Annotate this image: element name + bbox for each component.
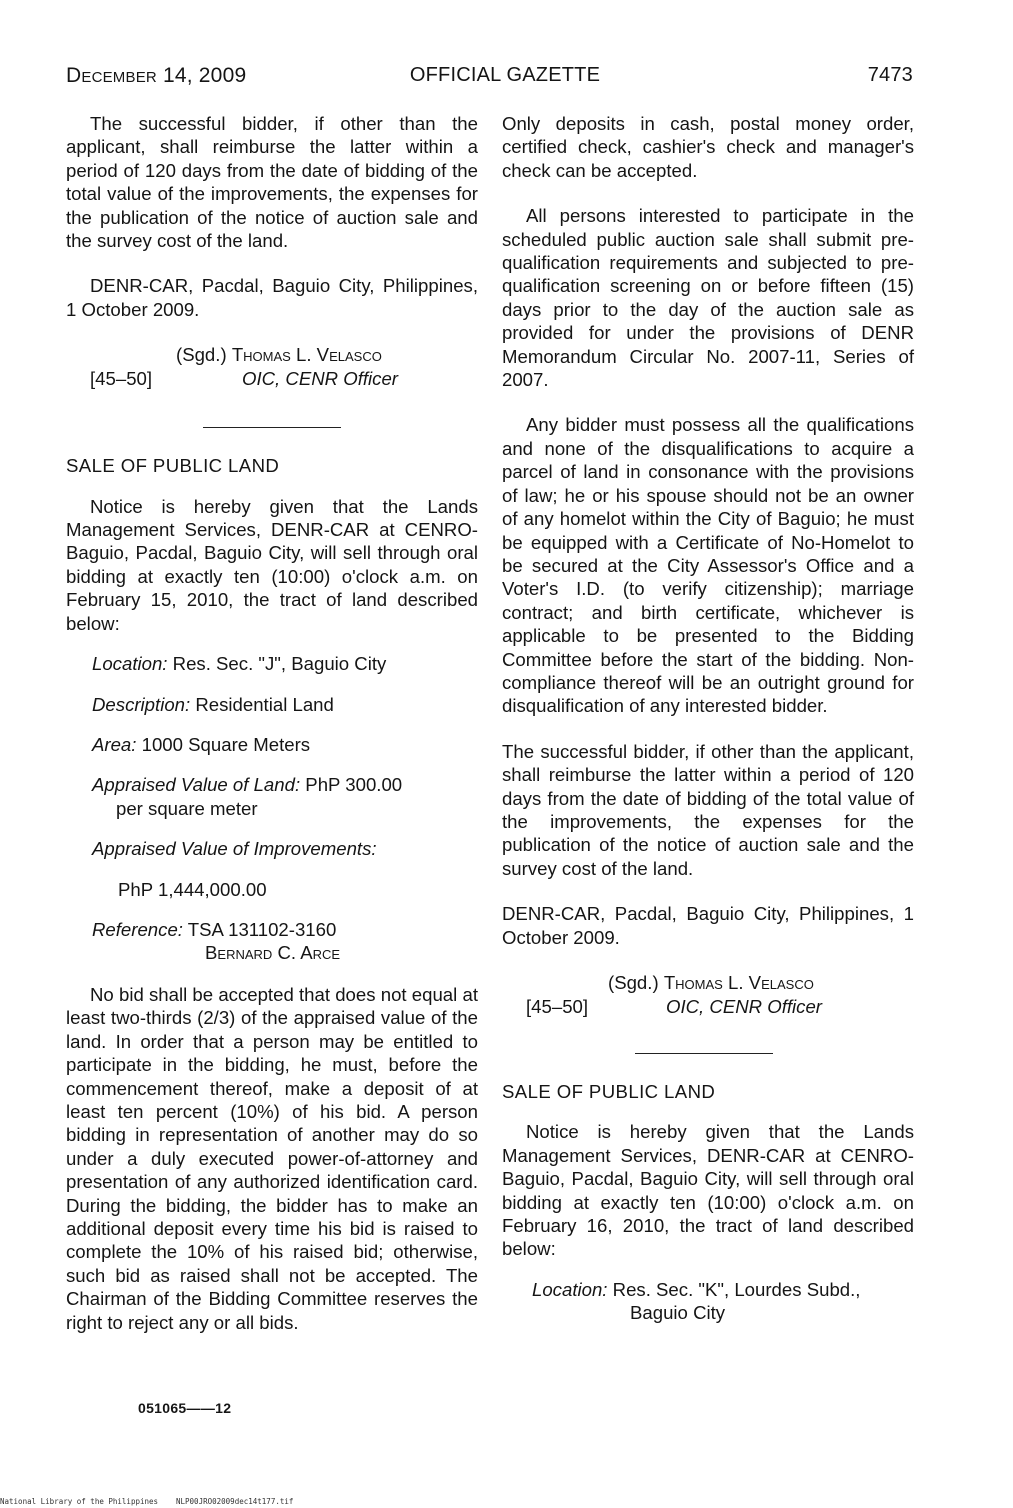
right-issue-number: [45–50] (526, 996, 589, 1017)
left-bid-paragraph: No bid shall be accepted that does not equal at least two-thirds (2/3) of the appraised value of the land. In order that a person may be entitled to participate in the bidding, he must, before the commencement thereof, make a deposit of at least ten percent (10%) of his bid. A person bidding in representation of another may do so under a duly executed power-of-attorney and presentation of any authorized identification card. During the bidding, the bidder has to make an additional deposit every time his bid is raised to complete the 10% of his raised bid; otherwise, such bid as raised shall not be accepted. The Chairman of the Bidding Committee reserves the right to reject any or all bids. (66, 983, 478, 1333)
left-section-title: SALE OF PUBLIC LAND (66, 455, 280, 477)
right-signature-block (502, 971, 914, 1019)
left-appraised-land: Appraised Value of Land: PhP 300.00 per square meter (92, 774, 403, 819)
left-notice-paragraph: Notice is hereby given that the Lands Management Services, DENR-CAR at CENRO-Baguio, Pacdal, Baguio City, will sell through oral bidding at exactly ten (10:00) o'clock a.m. on February 15, 2010, the tract of land described below: (66, 495, 478, 634)
right-place-date: DENR-CAR, Pacdal, Baguio City, Philippines, 1 October 2009. (502, 903, 914, 948)
left-location: Location: Res. Sec. "J", Baguio City (92, 653, 387, 675)
left-reference: Reference: TSA 131102-3160 Bernard C. Arce (92, 918, 341, 963)
header-date: December 14, 2009 (66, 64, 247, 87)
left-description: Description: Residential Land (92, 693, 334, 715)
left-signature-block (66, 343, 478, 391)
left-signatory: (Sgd.) Thomas L. Velasco (176, 344, 382, 366)
scan-file-name: NLP00JRO02009dec14t177.tif (176, 1497, 294, 1506)
scan-library-stamp: National Library of the Philippines (0, 1497, 159, 1506)
right-location: Location: Res. Sec. "K", Lourdes Subd., Baguio City (532, 1278, 861, 1323)
right-signatory-title: OIC, CENR Officer (666, 996, 822, 1017)
right-section-title: SALE OF PUBLIC LAND (502, 1081, 716, 1102)
right-reimburse-paragraph: The successful bidder, if other than the applicant, shall reimburse the latter within a period of 120 days from the date of bidding of the total value of the improvements, the expenses for the publication of the notice of auction sale and the survey cost of the land. (502, 740, 914, 879)
right-column (502, 112, 914, 1326)
right-persons-paragraph: All persons interested to participate in the scheduled public auction sale shall submit pre-qualification requirements and subjected to pre-qualification screening on or before fifteen (15) days prior to the day of the auction sale as provided for under the provisions of DENR Memorandum Circular No. 2007-11, Series of 2007. (502, 205, 914, 391)
left-place-date: DENR-CAR, Pacdal, Baguio City, Philippines, 1 October 2009. (66, 275, 478, 320)
left-signatory-title: OIC, CENR Officer (242, 368, 398, 390)
right-notice-paragraph: Notice is hereby given that the Lands Management Services, DENR-CAR at CENRO-Baguio, Pacdal, Baguio City, will sell through oral bidding at exactly ten (10:00) o'clock a.m. on February 16, 2010, the tract of land described below: (502, 1121, 914, 1260)
left-appraised-improvements-label: Appraised Value of Improvements: (92, 838, 377, 860)
left-appraised-improvements-value: PhP 1,444,000.00 (118, 878, 267, 900)
header-page-number: 7473 (867, 64, 913, 86)
right-divider (635, 1053, 773, 1054)
right-deposits-paragraph: Only deposits in cash, postal money order, certified check, cashier's check and manager's check can be accepted. (502, 113, 914, 181)
left-reference-name: Bernard C. Arce (205, 941, 341, 963)
left-divider (203, 427, 341, 428)
right-signatory: (Sgd.) Thomas L. Velasco (608, 972, 814, 993)
left-area: Area: 1000 Square Meters (92, 733, 311, 755)
header-publication: OFFICIAL GAZETTE (409, 64, 601, 86)
right-qualifications-paragraph: Any bidder must possess all the qualifications and none of the disqualifications to acquire a parcel of land in consonance with the provisions of law; he or his spouse should not be an owner of any homelot within the City of Baguio; he must be equipped with a Certificate of No-Homelot to be secured at the City Assessor's Office and a Voter's I.D. (to verify citizenship); marriage contract; and birth certificate, whichever is applicable to be presented to the Bidding Committee before the start of the bidding. Non-compliance thereof will be an outright ground for disqualification of any interested bidder. (502, 414, 914, 717)
left-column (66, 112, 478, 1334)
left-issue-number: [45–50] (90, 368, 153, 390)
right-location-city: Baguio City (630, 1301, 726, 1323)
print-code: 051065——12 (138, 1400, 232, 1416)
left-reimburse-paragraph: The successful bidder, if other than the applicant, shall reimburse the latter within a period of 120 days from the date of bidding of the total value of the improvements, the expenses for the publication of the notice of auction sale and the survey cost of the land. (66, 113, 478, 252)
